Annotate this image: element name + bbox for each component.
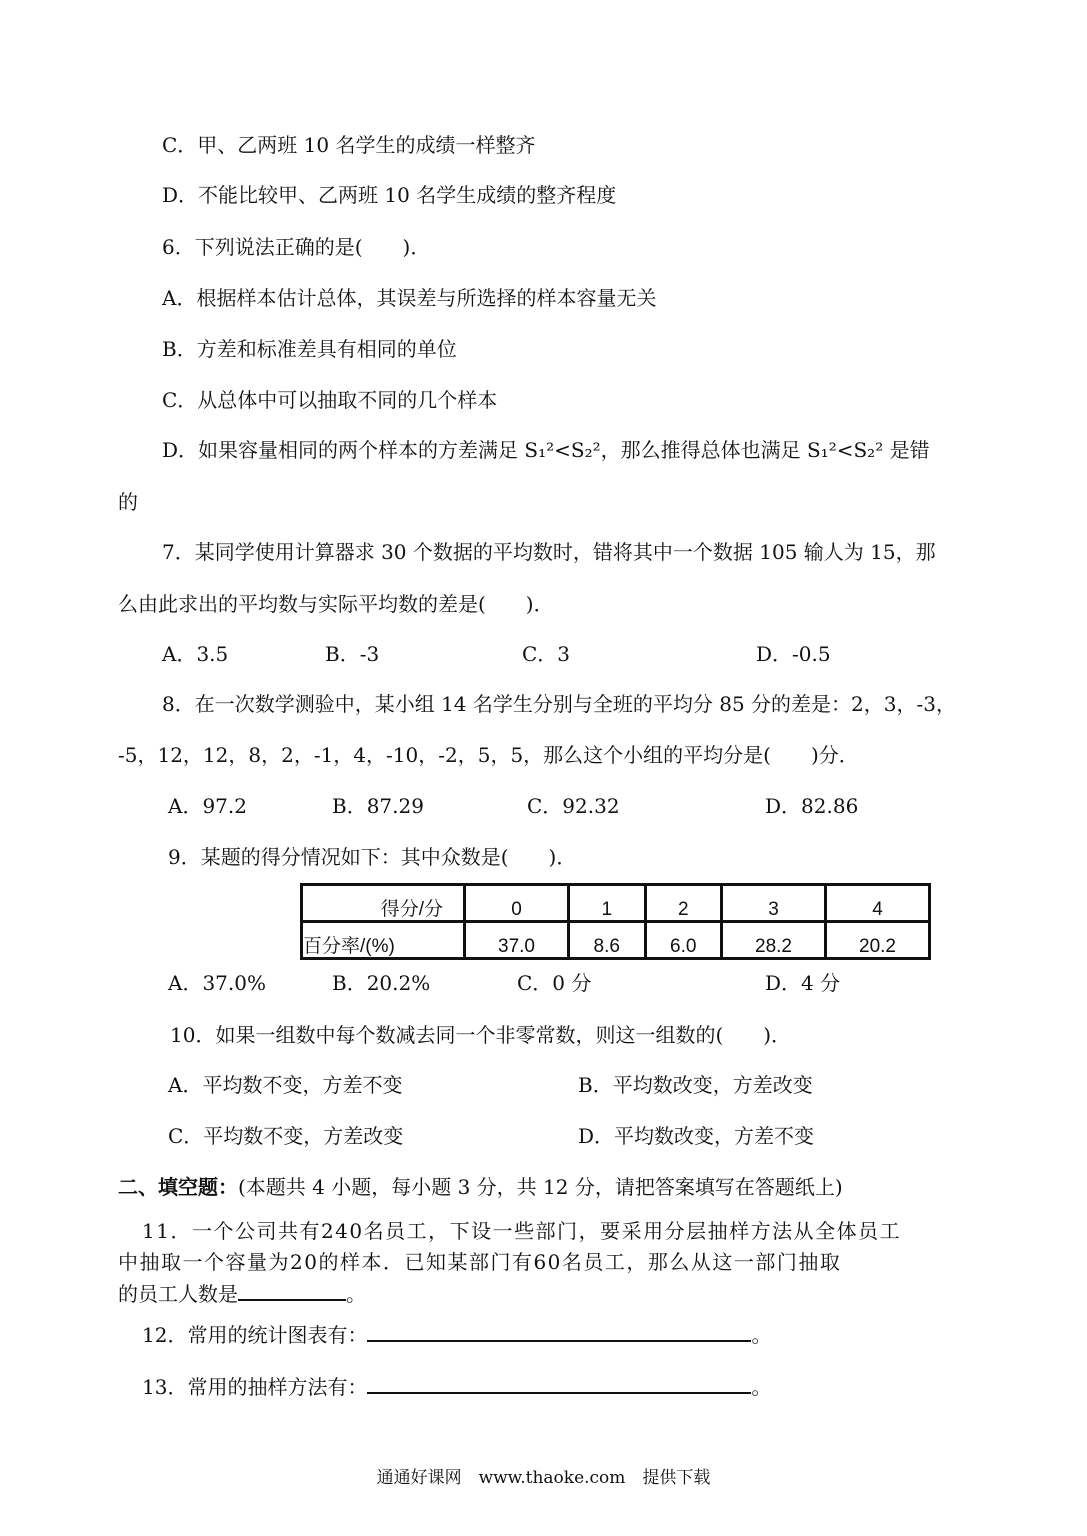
q12-stem: 12．常用的统计图表有： — [142, 1323, 368, 1347]
q6-option-b: B．方差和标准差具有相同的单位 — [162, 337, 457, 361]
table-row-label: 百分率/(%) — [302, 922, 465, 959]
q9-stem: 9．某题的得分情况如下：其中众数是( )． — [168, 845, 577, 869]
q9-option-c: C．0 分 — [517, 971, 592, 995]
q11-line2: 中抽取一个容量为20的样本．已知某部门有60名员工，那么从这一部门抽取 — [118, 1250, 842, 1274]
q7-stem-cont: 么由此求出的平均数与实际平均数的差是( )． — [118, 592, 554, 616]
table-cell: 6.0 — [645, 922, 722, 959]
q13-end: 。 — [751, 1375, 772, 1399]
q10-option-d: D．平均数改变，方差不变 — [578, 1124, 815, 1148]
q12 — [142, 1320, 771, 1348]
q8-option-a: A．97.2 — [168, 794, 247, 818]
table-row — [302, 922, 930, 959]
q13-answer-blank[interactable] — [367, 1372, 751, 1394]
q5-option-d: D．不能比较甲、乙两班 10 名学生成绩的整齐程度 — [162, 183, 617, 207]
q8-stem-cont: -5，12，12，8，2，-1，4，-10，-2，5，5，那么这个小组的平均分是( )分． — [118, 743, 859, 767]
q6-stem: 6．下列说法正确的是( )． — [162, 235, 431, 259]
table-row — [302, 885, 930, 922]
q9-option-a: A．37.0% — [168, 971, 266, 995]
q10-stem: 10．如果一组数中每个数减去同一个非零常数，则这一组数的( )． — [170, 1023, 792, 1047]
q9-option-b: B．20.2% — [332, 971, 431, 995]
table-cell: 37.0 — [465, 922, 569, 959]
table-cell: 3 — [722, 885, 826, 922]
q8-stem: 8．在一次数学测验中，某小组 14 名学生分别与全班的平均分 85 分的差是：2，3，-3， — [162, 692, 956, 716]
table-cell: 8.6 — [568, 922, 645, 959]
q6-option-d: D．如果容量相同的两个样本的方差满足 S₁²<S₂²，那么推得总体也满足 S₁²<S₂² 是错 — [162, 438, 930, 462]
q13 — [142, 1372, 771, 1400]
q11-end: 。 — [346, 1282, 366, 1306]
score-table — [300, 883, 931, 960]
q11-text: 的员工人数是 — [118, 1282, 238, 1306]
q6-option-c: C．从总体中可以抽取不同的几个样本 — [162, 388, 498, 412]
table-cell: 20.2 — [826, 922, 930, 959]
q13-stem: 13．常用的抽样方法有： — [142, 1375, 368, 1399]
q7-option-d: D．-0.5 — [756, 642, 831, 666]
q11-answer-blank[interactable] — [238, 1279, 346, 1301]
q7-option-c: C．3 — [522, 642, 571, 666]
q11-line3 — [118, 1279, 366, 1307]
q8-option-b: B．87.29 — [332, 794, 424, 818]
q6-option-d-cont: 的 — [118, 490, 138, 514]
table-header-label: 得分/分 — [302, 885, 465, 922]
q7-option-b: B．-3 — [325, 642, 380, 666]
footer-credit: 通通好课网 www.thaoke.com 提供下载 — [376, 1468, 711, 1488]
q11-line1: 11．一个公司共有240名员工，下设一些部门，要采用分层抽样方法从全体员工 — [142, 1219, 902, 1243]
table-cell: 0 — [465, 885, 569, 922]
section-heading — [118, 1174, 843, 1200]
q8-option-d: D．82.86 — [765, 794, 859, 818]
table-cell: 28.2 — [722, 922, 826, 959]
section-title: 二、填空题： — [118, 1175, 238, 1199]
table-cell: 4 — [826, 885, 930, 922]
q12-end: 。 — [751, 1323, 772, 1347]
q7-option-a: A．3.5 — [162, 642, 229, 666]
q7-stem: 7．某同学使用计算器求 30 个数据的平均数时，错将其中一个数据 105 输人为 15，那 — [162, 540, 936, 564]
q10-option-a: A．平均数不变，方差不变 — [168, 1073, 403, 1097]
q10-option-b: B．平均数改变，方差改变 — [578, 1073, 813, 1097]
table-cell: 1 — [568, 885, 645, 922]
q12-answer-blank[interactable] — [367, 1320, 751, 1342]
q5-option-c: C．甲、乙两班 10 名学生的成绩一样整齐 — [162, 133, 536, 157]
q8-option-c: C．92.32 — [527, 794, 620, 818]
section-note: (本题共 4 小题，每小题 3 分，共 12 分，请把答案填写在答题纸上) — [238, 1175, 843, 1199]
table-cell: 2 — [645, 885, 722, 922]
q10-option-c: C．平均数不变，方差改变 — [168, 1124, 404, 1148]
q9-option-d: D．4 分 — [765, 971, 841, 995]
q6-option-a: A．根据样本估计总体，其误差与所选择的样本容量无关 — [162, 286, 657, 310]
